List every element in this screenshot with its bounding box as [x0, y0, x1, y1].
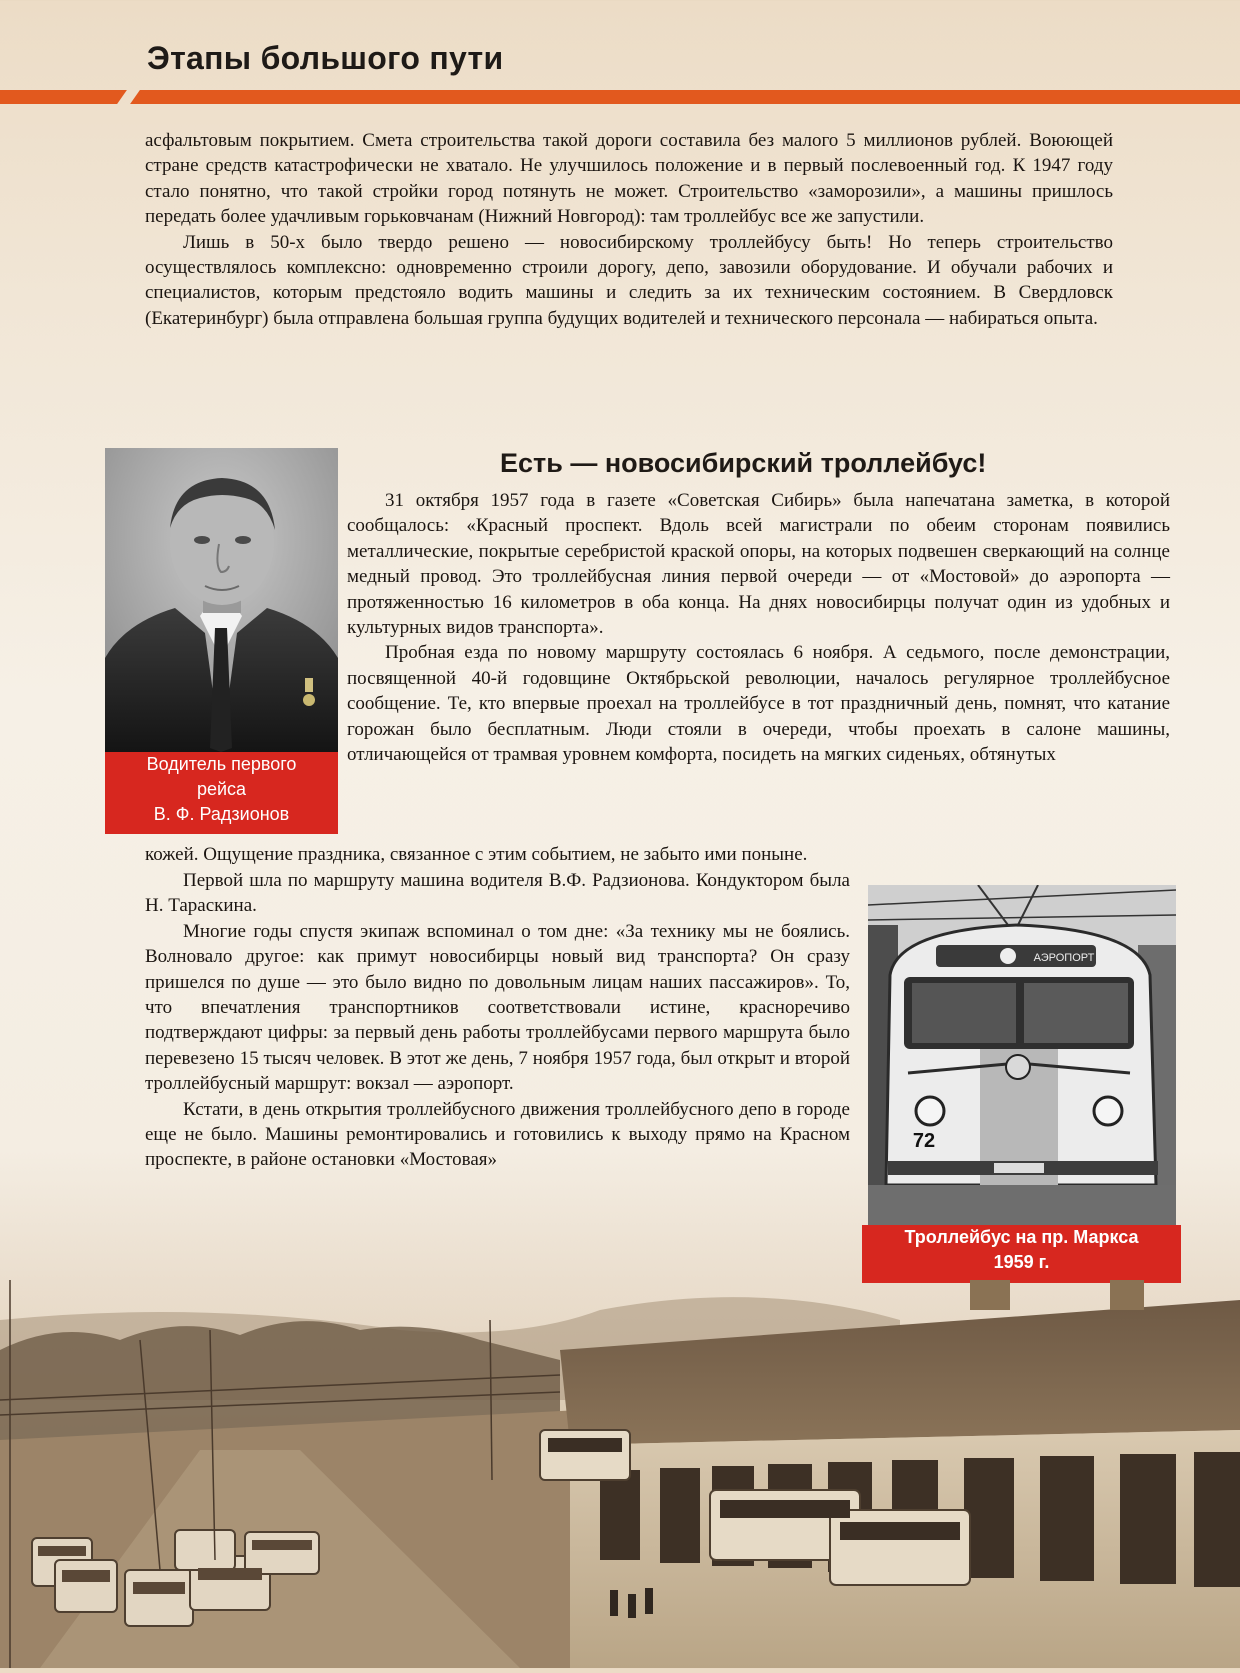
trolleybus-destination-sign: АЭРОПОРТ — [1033, 952, 1095, 964]
section-text-wrap-line — [145, 842, 1170, 867]
caption-line: рейса — [196, 779, 247, 799]
section-paragraph: Первой шла по маршруту машина водителя В.Ф. Радзионова. Кондуктором была Н. Тараскина. — [145, 870, 850, 917]
page-title: Этапы большого пути — [147, 40, 504, 76]
trolleybus-route-number: 72 — [912, 1130, 936, 1152]
depot-sepia-photo — [0, 1280, 1240, 1668]
caption-line: Троллейбус на пр. Маркса — [904, 1227, 1139, 1247]
driver-photo-caption — [105, 752, 338, 834]
driver-portrait-photo — [105, 448, 338, 752]
intro-paragraph: Лишь в 50-х было твердо решено — новосибирскому троллейбусу быть! Но теперь строительство осуществлялось комплексно: одновременно строили дорогу, депо, завозили оборудование. И обучали рабочих и специалистов, которым предстояло водить машины и следить за их техническим состоянием. В Свердловск (Екатеринбург) была отправлена большая группа будущих водителей и технического персонала — набираться опыта. — [145, 231, 1113, 329]
section-paragraph: Кстати, в день открытия троллейбусного движения троллейбусного депо в городе еще не было. Машины ремонтировались и готовились к выходу прямо на Красном проспекте, в районе остановки «Мостовая» — [145, 1098, 850, 1171]
section-paragraph-continuation: кожей. Ощущение праздника, связанное с этим событием, не забыто ими поныне. — [145, 844, 808, 865]
trolleybus-photo — [868, 885, 1176, 1225]
section-paragraph: Пробная езда по новому маршруту состоялась 6 ноября. А седьмого, после демонстрации, посвященной 40-й годовщине Октябрьской революции, началось регулярное троллейбусное сообщение. Те, кто впервые проехал на троллейбусе в тот праздничный день, помнят, что катание горожан было бесплатным. Люди стояли в очереди, чтобы проехать в салоне машины, отличающейся от трамвая уровнем комфорта, посидеть на мягких сиденьях, обтянутых — [347, 642, 1170, 766]
section-paragraph: 31 октября 1957 года в газете «Советская Сибирь» была напечатана заметка, в которой сообщалось: «Красный проспект. Вдоль всей магистрали по обеим сторонам появились металлические, покрытые серебристой краской опоры, на которых подвешен сверкающий на солнце медный провод. Это троллейбусная линия первой очереди — от «Мостовой» до аэропорта — протяженностью 16 километров в оба конца. На днях новосибирцы получат один из удобных и культурных видов транспорта». — [347, 490, 1170, 639]
caption-line: В. Ф. Радзионов — [153, 804, 290, 824]
section-text-left-column — [145, 868, 850, 1173]
caption-line: 1959 г. — [993, 1252, 1050, 1272]
section-paragraph: Многие годы спустя экипаж вспоминал о том дне: «За технику мы не боялись. Волновало другое: как примут новосибирцы новый вид транспорта? Он сразу пришелся по душе — это было видно по довольным лицам наших пассажиров». То, что впечатления транспортников соответствовали истине, красноречиво подтверждают цифры: за первый день работы троллейбусами первого маршрута было перевезено 15 тысяч человек. В этот же день, 7 ноября 1957 года, был открыт и второй троллейбусный маршрут: вокзал — аэропорт. — [145, 920, 850, 1095]
section-text-right-column — [347, 488, 1170, 767]
intro-paragraph: асфальтовым покрытием. Смета строительства такой дороги составила без малого 5 миллионов рублей. Воюющей стране средств катастрофически не хватало. Не улучшилось положение и в первый послевоенный год. К 1947 году стало понятно, что такой стройки город потянуть не может. Строительство «заморозили», а машины пришлось передать более удачливым горьковчанам (Нижний Новгород): там троллейбус все же запустили. — [145, 130, 1113, 228]
section-heading: Есть — новосибирский троллейбус! — [500, 448, 987, 478]
caption-line: Водитель первого — [146, 754, 297, 774]
trolleybus-photo-caption — [862, 1225, 1181, 1283]
header-stripe-band — [0, 90, 1240, 104]
intro-text — [145, 128, 1113, 331]
